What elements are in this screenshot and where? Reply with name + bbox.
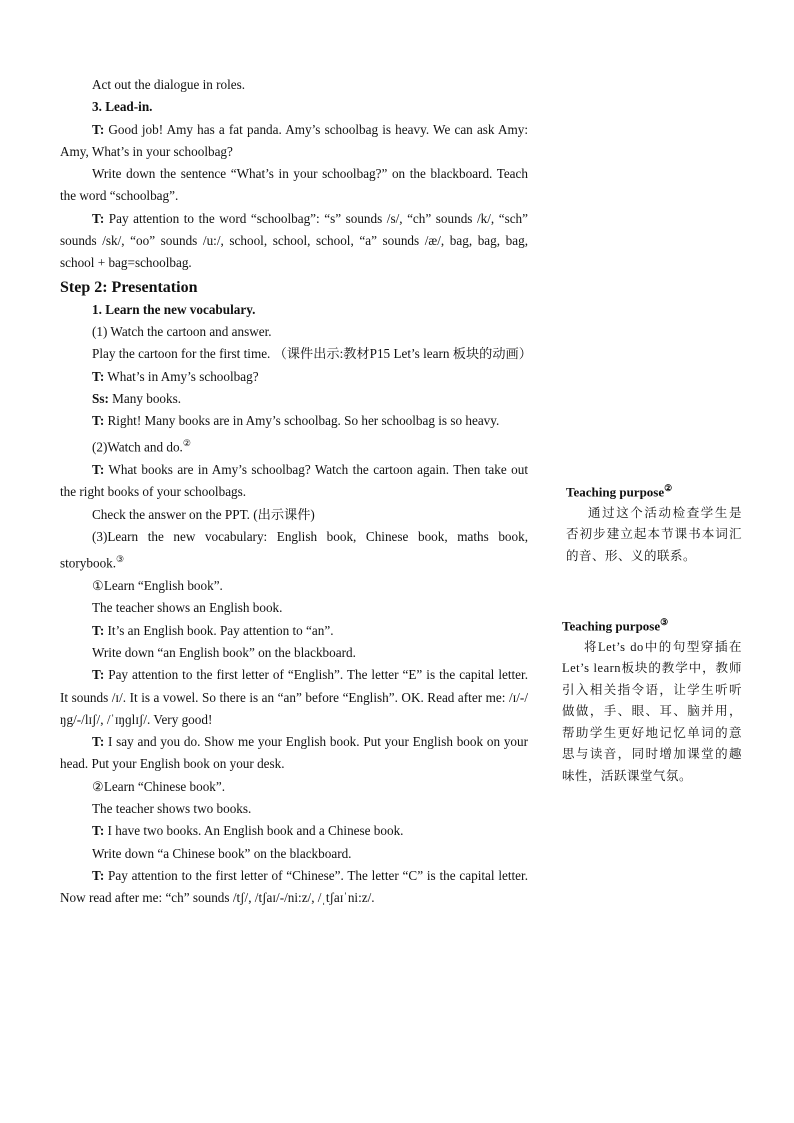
teacher-label: T:: [92, 622, 105, 638]
note-ref: ②: [182, 438, 191, 449]
text: What books are in Amy’s schoolbag? Watch the cartoon again. Then take out the right books of your schoolbags.: [60, 462, 528, 500]
text: Pay attention to the word “schoolbag”: “s” sounds /s/, “ch” sounds /k/, “sch” sounds /sk/, “oo” sounds /u:/, school, school, school, “a” sounds /æ/, bag, bag, bag, school + bag=schoolbag.: [60, 210, 528, 271]
line-teacher-letter-e: [60, 664, 528, 731]
note-title: [566, 478, 742, 503]
text: Pay attention to the first letter of “English”. The letter “E” is the capital letter. It sounds /ɪ/. It is a vowel. So there is an “an” before “English”. OK. Read after me: /ɪ/-/ŋg/-/lɪʃ/, /ˈɪŋɡlɪʃ/. Very good!: [60, 667, 529, 727]
note-title: [562, 612, 742, 637]
note-body: 将Let’s do中的句型穿插在Let’s learn板块的教学中，教师引入相关指令语，让学生听听做做，手、眼、耳、脑并用，帮助学生更好地记忆单词的意思与读音，同时增加课堂的趣味性，活跃课堂气氛。: [562, 639, 742, 783]
line-teacher-say-do: [60, 731, 528, 776]
text: I have two books. An English book and a Chinese book.: [107, 823, 404, 839]
line-teacher-an: [60, 620, 528, 642]
text: (2)Watch and do.: [92, 439, 183, 455]
line-shows-english: The teacher shows an English book.: [92, 600, 283, 616]
teacher-label: T:: [92, 121, 105, 137]
line-teacher-q: [60, 366, 528, 388]
line-watch-do: [60, 432, 528, 459]
margin-note-3: [562, 612, 742, 787]
lesson-plan-body: [60, 74, 532, 909]
text: Pay attention to the first letter of “Chinese”. The letter “C” is the capital letter. Now read after me: “ch” sounds /tʃ/, /tʃaɪ/-/ni:z/, /ˌtʃaɪˈni:z/.: [60, 867, 529, 906]
teacher-label: T:: [92, 368, 105, 384]
line-ss-answer: [60, 388, 528, 410]
line-learn-chinese: ②Learn “Chinese book”.: [92, 778, 226, 794]
sub-heading-vocab: 1. Learn the new vocabulary.: [92, 301, 256, 317]
text: Teaching purpose: [562, 618, 661, 634]
line-teacher-right: [60, 410, 528, 432]
line-watch: (1) Watch the cartoon and answer.: [92, 323, 272, 339]
line-act-out: Act out the dialogue in roles.: [92, 77, 246, 92]
text: Many books.: [112, 390, 182, 406]
line-check: Check the answer on the PPT. (出示课件): [92, 506, 315, 522]
text: Teaching purpose: [566, 484, 665, 500]
line-write-chinese: Write down “a Chinese book” on the blackboard.: [92, 845, 352, 861]
text: What’s in Amy’s schoolbag?: [107, 368, 259, 384]
line-teacher-books: [60, 459, 528, 504]
text: Right! Many books are in Amy’s schoolbag. So her schoolbag is so heavy.: [107, 413, 500, 429]
margin-note-2: [566, 478, 742, 567]
teacher-label: T:: [92, 462, 105, 478]
heading-lead-in: 3. Lead-in.: [92, 99, 153, 115]
note-ref: ③: [116, 554, 125, 565]
teacher-label: T:: [92, 210, 105, 226]
para-teacher-1: [60, 119, 528, 164]
teacher-label: T:: [92, 413, 105, 429]
text: It’s an English book. Pay attention to “an”.: [107, 622, 334, 638]
students-label: Ss:: [92, 390, 109, 406]
teacher-label: T:: [92, 667, 105, 683]
note-ref: ②: [664, 483, 673, 493]
text: Good job! Amy has a fat panda. Amy’s schoolbag is heavy. We can ask Amy: Amy, What’s in your schoolbag?: [60, 121, 529, 159]
note-ref: ③: [660, 617, 669, 627]
line-play-cartoon: Play the cartoon for the first time. （课件出示:教材P15 Let’s learn 板块的动画）: [92, 346, 532, 362]
note-body: 通过这个活动检查学生是否初步建立起本节课书本词汇的音、形、义的联系。: [566, 505, 742, 563]
line-write-an: Write down “an English book” on the blackboard.: [92, 644, 356, 660]
para-write-down: Write down the sentence “What’s in your schoolbag?” on the blackboard. Teach the word “schoolbag”.: [60, 166, 528, 204]
para-teacher-2: [60, 208, 528, 275]
line-teacher-two-books: [60, 820, 528, 842]
teacher-label: T:: [92, 823, 105, 839]
text: I say and you do. Show me your English book. Put your English book on your head. Put your English book on your desk.: [60, 734, 529, 772]
teacher-label: T:: [92, 734, 105, 750]
line-learn-vocab: [60, 526, 528, 575]
step2-heading: Step 2: Presentation: [60, 278, 198, 296]
text: (3)Learn the new vocabulary: English book, Chinese book, maths book, storybook.: [60, 529, 528, 571]
line-learn-english: ①Learn “English book”.: [92, 578, 223, 594]
teacher-label: T:: [92, 867, 105, 883]
line-shows-two: The teacher shows two books.: [92, 800, 252, 816]
line-teacher-letter-c: [60, 865, 528, 910]
